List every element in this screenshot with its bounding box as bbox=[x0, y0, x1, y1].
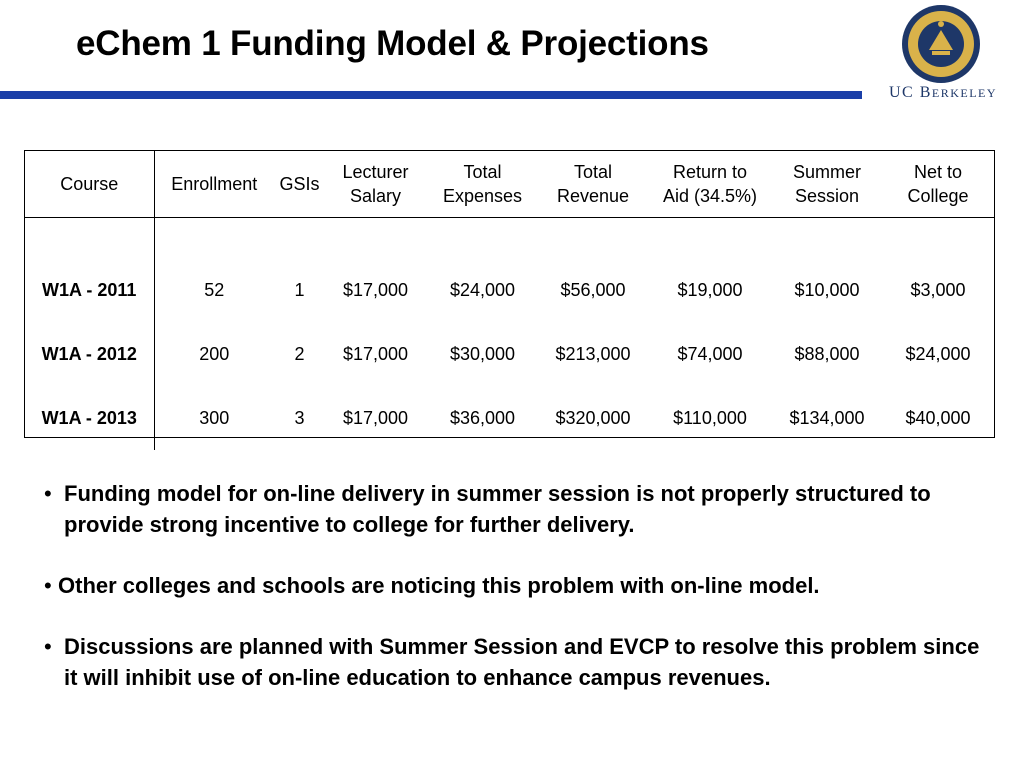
table-cell: $56,000 bbox=[560, 279, 626, 300]
funding-table bbox=[24, 150, 995, 438]
table-cell: $17,000 bbox=[342, 343, 409, 364]
column-header: Total Expenses bbox=[442, 162, 523, 206]
table-cell: $110,000 bbox=[673, 407, 747, 428]
list-item: • Discussions are planned with Summer Session and EVCP to resolve this problem since it will inhibit use of on-line education to enhance campus revenues. bbox=[44, 631, 984, 693]
table-cell: $88,000 bbox=[794, 343, 860, 364]
column-header: Course bbox=[25, 151, 154, 218]
table-cell: 200 bbox=[199, 343, 230, 364]
uc-berkeley-wordmark: UC BERKELEY bbox=[888, 84, 998, 101]
table-cell: $30,000 bbox=[449, 343, 516, 364]
column-header: Return to Aid (34.5%) bbox=[662, 162, 758, 206]
table-cell: $24,000 bbox=[905, 343, 971, 364]
table-cell: $19,000 bbox=[677, 279, 743, 300]
table-cell: 52 bbox=[204, 279, 225, 300]
table-cell: $10,000 bbox=[794, 279, 860, 300]
column-header: Net to College bbox=[907, 162, 969, 206]
table-cell: $17,000 bbox=[342, 279, 409, 300]
table-cell: W1A - 2013 bbox=[25, 386, 154, 450]
column-header: Summer Session bbox=[792, 162, 861, 206]
list-item: • Other colleges and schools are noticing this problem with on-line model. bbox=[44, 570, 984, 601]
bullet-icon: • bbox=[44, 634, 52, 659]
column-header: Enrollment bbox=[171, 174, 258, 194]
table-cell: $40,000 bbox=[905, 407, 971, 428]
table-cell: 3 bbox=[294, 407, 305, 428]
column-header: Total Revenue bbox=[556, 162, 630, 206]
table-cell: $320,000 bbox=[555, 407, 631, 428]
bullet-icon: • bbox=[44, 481, 52, 506]
table-row bbox=[25, 218, 995, 323]
table-cell: 1 bbox=[294, 279, 305, 300]
bullet-icon: • bbox=[44, 573, 52, 598]
table-cell: $74,000 bbox=[677, 343, 743, 364]
table-cell: $24,000 bbox=[449, 279, 516, 300]
table-cell: 2 bbox=[294, 343, 305, 364]
uc-seal-icon bbox=[901, 4, 981, 84]
page-title: eChem 1 Funding Model & Projections bbox=[76, 24, 709, 63]
table-cell: $3,000 bbox=[910, 279, 966, 300]
table-cell: $36,000 bbox=[449, 407, 516, 428]
table-header-row bbox=[25, 151, 995, 218]
table-cell: 300 bbox=[199, 407, 230, 428]
column-header: Lecturer Salary bbox=[342, 162, 409, 206]
list-item: • Funding model for on-line delivery in summer session is not properly structured to provide strong incentive to college for further delivery. bbox=[44, 478, 984, 540]
bullet-list bbox=[44, 478, 984, 723]
table-cell: $213,000 bbox=[555, 343, 631, 364]
title-rule bbox=[0, 91, 862, 99]
table-row bbox=[25, 386, 995, 450]
column-header: GSIs bbox=[279, 174, 320, 194]
table-cell: W1A - 2011 bbox=[25, 218, 154, 323]
table-row bbox=[25, 322, 995, 386]
table-cell: $17,000 bbox=[342, 407, 409, 428]
table-cell: W1A - 2012 bbox=[25, 322, 154, 386]
table-cell: $134,000 bbox=[789, 407, 865, 428]
